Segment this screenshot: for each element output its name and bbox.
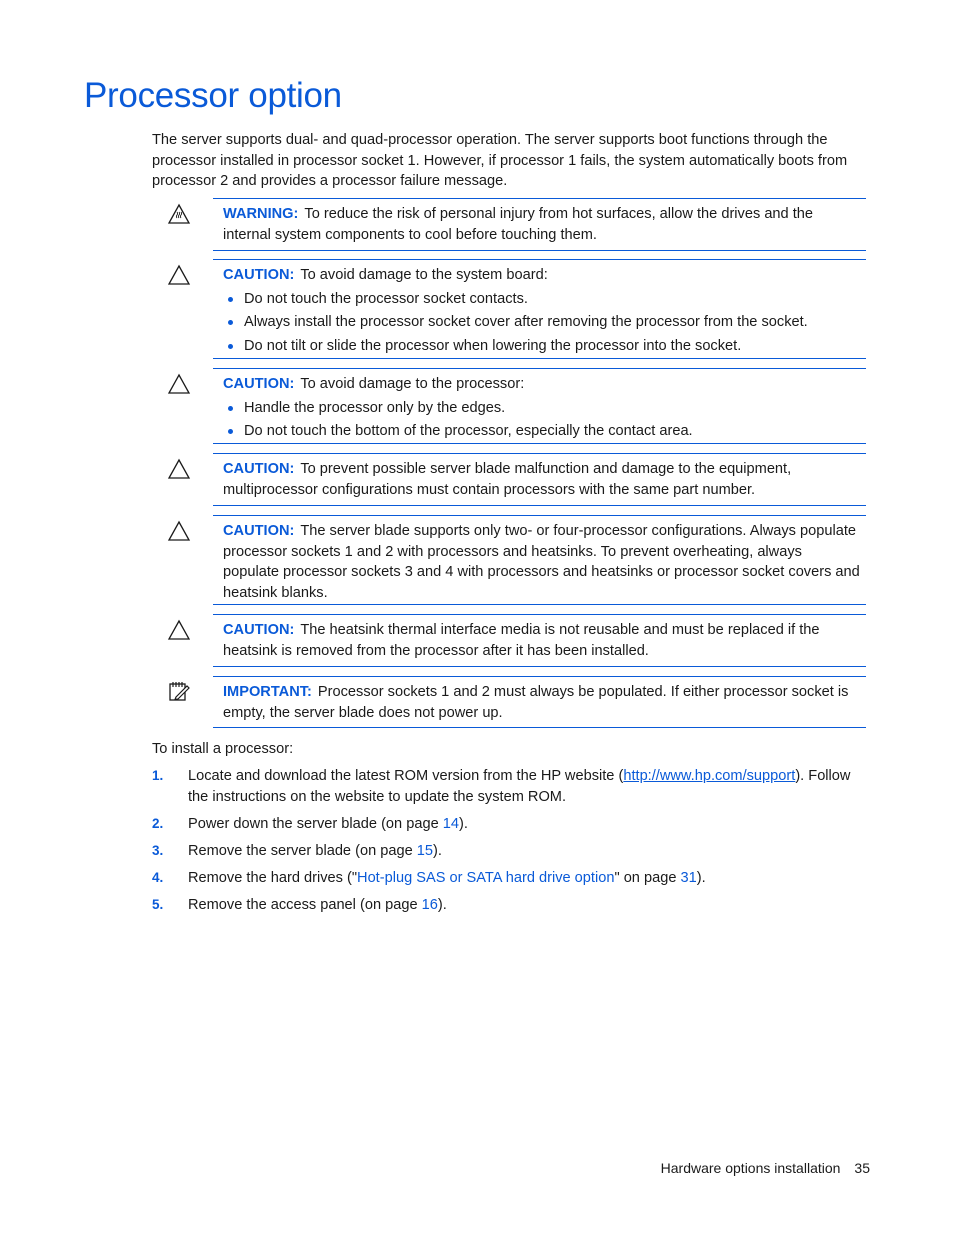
note-label: WARNING: (223, 206, 299, 222)
page-number: 35 (854, 1160, 870, 1176)
important-note (213, 676, 866, 728)
step-text: ). (433, 842, 442, 859)
page-reference-link[interactable]: 16 (421, 896, 438, 913)
note-text: To avoid damage to the processor: (300, 376, 525, 392)
list-item: Do not touch the processor socket contacts. (244, 289, 860, 310)
step-text: ). (458, 815, 468, 832)
step-number: 1. (152, 768, 164, 783)
list-item (152, 895, 862, 916)
note-label: CAUTION: (223, 267, 295, 283)
note-text: The heatsink thermal interface media is not reusable and must be replaced if the heatsink is removed from the processor after it has been installed. (223, 622, 820, 659)
note-label: IMPORTANT: (223, 684, 312, 700)
step-text: ). (696, 869, 706, 886)
page-title: Processor option (84, 76, 342, 115)
list-item: Handle the processor only by the edges. (244, 398, 860, 419)
page-reference-link[interactable]: 15 (416, 842, 434, 859)
caution-icon (167, 619, 191, 641)
step-number: 3. (152, 842, 164, 858)
note-label: CAUTION: (223, 461, 295, 477)
note-label: CAUTION: (223, 376, 295, 392)
step-text: ). Follow the instructions on the website to update the system ROM. (188, 768, 851, 805)
hot-plug-drive-link[interactable]: Hot-plug SAS or SATA hard drive option (357, 869, 615, 886)
caution-icon (167, 520, 191, 542)
caution-icon (167, 373, 191, 395)
caution-note-heatsink (213, 614, 866, 667)
list-item (152, 766, 862, 807)
note-label: CAUTION: (223, 622, 295, 638)
step-text: Remove the hard drives (" (188, 869, 358, 886)
note-text: The server blade supports only two- or four-processor configurations. Always populate processor sockets 1 and 2 with processors and heatsinks. To prevent overheating, always populate processor sockets 3 and 4 with processors and heatsinks or processor socket covers and heatsink blanks. (223, 523, 860, 601)
warning-hot-surface-icon (167, 203, 191, 225)
step-text: ). (437, 896, 447, 913)
procedure-lead: To install a processor: (152, 741, 294, 757)
important-icon (167, 680, 191, 702)
list-item: Do not touch the bottom of the processor, especially the contact area. (244, 421, 860, 442)
page-footer (661, 1158, 870, 1178)
step-number: 4. (152, 869, 164, 885)
note-text: To reduce the risk of personal injury from hot surfaces, allow the drives and the internal system components to cool before touching them. (223, 206, 814, 243)
step-number: 2. (152, 815, 164, 831)
note-text: Processor sockets 1 and 2 must always be populated. If either processor socket is empty, the server blade does not power up. (223, 684, 849, 721)
intro-paragraph: The server supports dual- and quad-processor operation. The server supports boot functions through the processor installed in processor socket 1. However, if processor 1 fails, the system automatically boots from processor 2 and provides a processor failure message. (152, 132, 848, 189)
page-reference-link[interactable]: 31 (680, 869, 697, 886)
step-text: " on page (614, 869, 681, 886)
caution-note-part-number (213, 453, 866, 506)
step-text: Remove the server blade (on page (188, 842, 417, 859)
caution-note-processor (213, 368, 866, 444)
caution-note-configurations (213, 515, 866, 605)
bullet-list (223, 289, 860, 357)
step-text: Locate and download the latest ROM version from the HP website ( (188, 768, 624, 784)
list-item (152, 841, 862, 862)
caution-note-system-board (213, 259, 866, 359)
hp-support-link[interactable]: http://www.hp.com/support (623, 768, 796, 784)
list-item: Do not tilt or slide the processor when lowering the processor into the socket. (244, 336, 860, 357)
note-text: To avoid damage to the system board: (300, 267, 548, 283)
warning-note (213, 198, 866, 251)
step-text: Power down the server blade (on page (188, 815, 443, 832)
bullet-list (223, 398, 860, 442)
page-reference-link[interactable]: 14 (442, 815, 459, 832)
footer-section: Hardware options installation (660, 1160, 841, 1176)
list-item: Always install the processor socket cover after removing the processor from the socket. (244, 312, 860, 333)
caution-icon (167, 264, 191, 286)
list-item (152, 814, 862, 835)
note-text: To prevent possible server blade malfunction and damage to the equipment, multiprocessor configurations must contain processors with the same part number. (223, 461, 792, 498)
caution-icon (167, 458, 191, 480)
step-number: 5. (152, 896, 164, 912)
step-text: Remove the access panel (on page (188, 896, 422, 913)
list-item (152, 868, 862, 889)
procedure-steps (152, 766, 862, 922)
note-label: CAUTION: (223, 523, 295, 539)
